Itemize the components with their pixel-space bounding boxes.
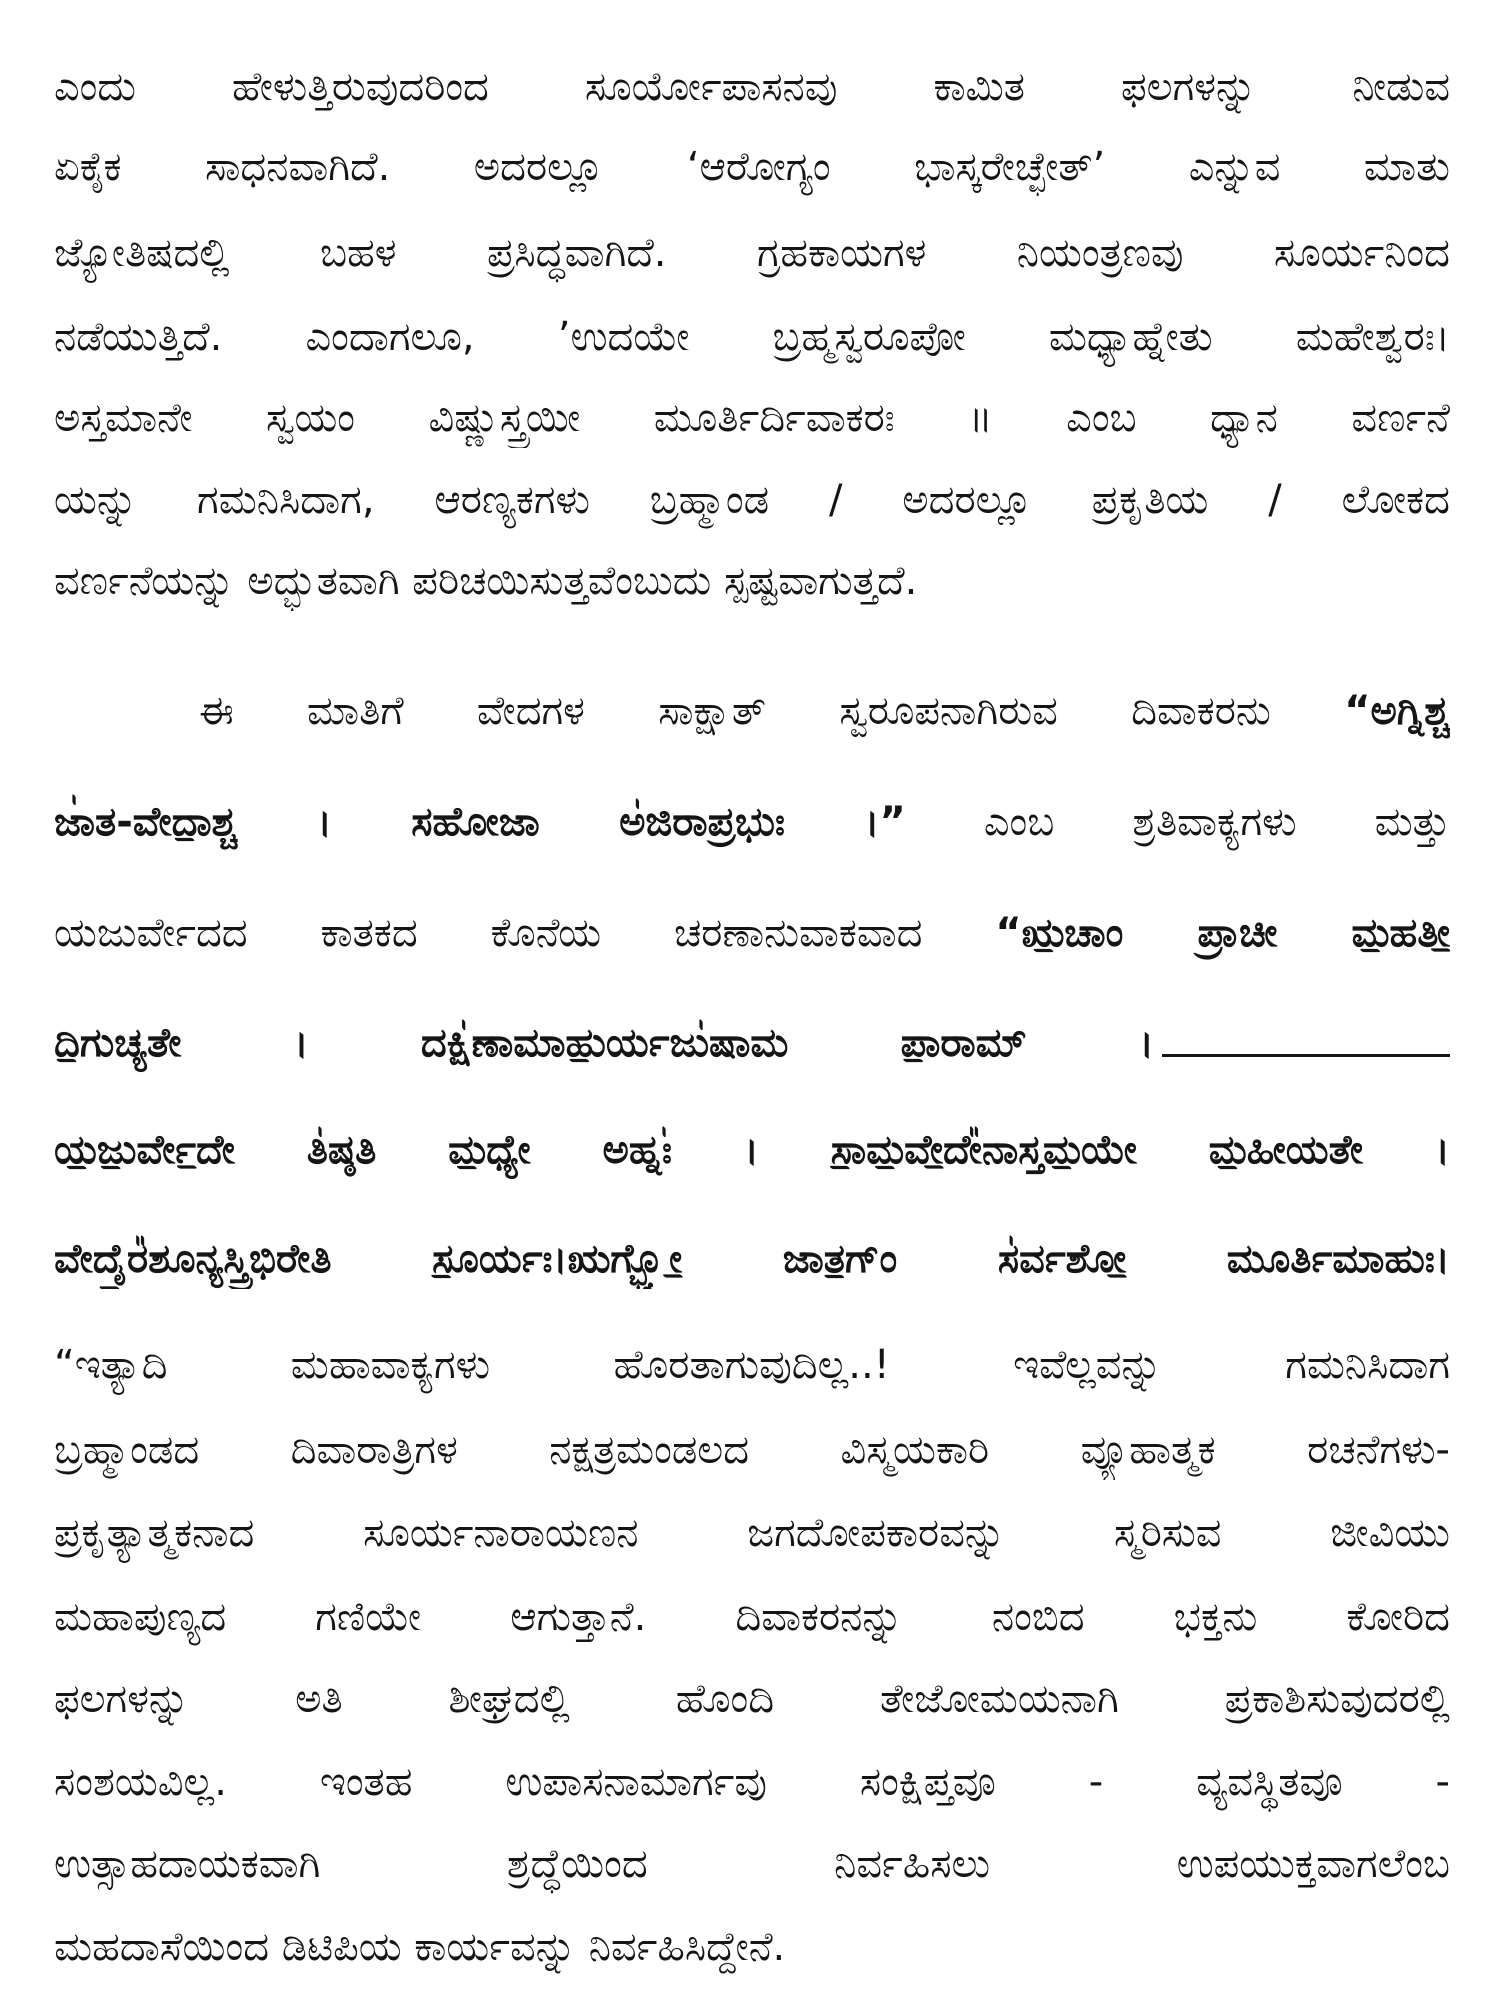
paragraph-1-line-3: ಜ್ಯೋತಿಷದಲ್ಲಿ ಬಹಳ ಪ್ರಸಿದ್ಧವಾಗಿದೆ. ಗ್ರಹಕಾಯಗಳ ನಿಯಂತ್ರಣವು ಸೂರ್ಯನಿಂದ: [54, 230, 1450, 276]
blank-fill-line: [1162, 1054, 1450, 1057]
paragraph-1-line-2: ಏಕೈಕ ಸಾಧನವಾಗಿದೆ. ಅದರಲ್ಲೂ ‘ಆರೋಗ್ಯಂ ಭಾಸ್ಕರೇಚ್ಛೇತ್’ ಎನ್ನುವ ಮಾತು: [54, 144, 1450, 190]
paragraph-1-line-5: ಅಸ್ತಮಾನೇ ಸ್ವಯಂ ವಿಷ್ಣುಸ್ತ್ರಯೀ ಮೂರ್ತಿರ್ದಿವಾಕರಃ ॥ ಎಂಬ ಧ್ಯಾನ ವರ್ಣನೆ: [54, 395, 1450, 441]
vedic-mantra-text: ವೇದೈ॒ರ᳚ಶೂನ್ಯಸ್ತ್ರಿಭಿರೇತಿ ಸೂ॒ರ್ಯಃ।ಋಗ್ಭ್ಯೋ॒ ಜಾತ॒ಗ್ಂ ಸ॑ರ್ವಶೋ॒ ಮೂರ್ತಿಮಾಹುಃ।: [54, 1236, 1450, 1282]
line-text: ಎಂಬ ಶ್ರತಿವಾಕ್ಯಗಳು ಮತ್ತು: [983, 799, 1450, 845]
line-text: ಈ ಮಾತಿಗೆ ವೇದಗಳ ಸಾಕ್ಷಾತ್ ಸ್ವರೂಪನಾಗಿರುವ ದಿವಾಕರನು: [199, 688, 1271, 734]
paragraph-1-line-4: ನಡೆಯುತ್ತಿದೆ. ಎಂದಾಗಲೂ, ’ಉದಯೇ ಬ್ರಹ್ಮಸ್ವರೂಪೋ ಮಧ್ಯಾಹ್ನೇತು ಮಹೇಶ್ವರಃ।: [54, 314, 1450, 360]
paragraph-3-line-8: ಮಹದಾಸೆಯಿಂದ ಡಿಟಿಪಿಯ ಕಾರ್ಯವನ್ನು ನಿರ್ವಹಿಸಿದ್ದೇನೆ.: [54, 1924, 786, 1970]
paragraph-2-line-3: [54, 903, 1450, 963]
paragraph-2-line-2: [54, 792, 1450, 852]
paragraph-1-line-7: ವರ್ಣನೆಯನ್ನು ಅದ್ಭುತವಾಗಿ ಪರಿಚಯಿಸುತ್ತವೆಂಬುದು ಸ್ಪಷ್ಟವಾಗುತ್ತದೆ.: [54, 558, 918, 604]
paragraph-1-line-6: ಯನ್ನು ಗಮನಿಸಿದಾಗ, ಆರಣ್ಯಕಗಳು ಬ್ರಹ್ಮಾಂಡ / ಅದರಲ್ಲೂ ಪ್ರಕೃತಿಯ / ಲೋಕದ: [54, 477, 1450, 523]
vedic-mantra-text: ಜಾ॑ತ-ವೇದಾ॒ಶ್ಚ । ಸಹೋಜಾ ಅ॑ಜಿರಾಪ್ರಭುಃ ।”: [54, 799, 906, 845]
line-text: ಯಜುರ್ವೇದದ ಕಾತಕದ ಕೊನೆಯ ಚರಣಾನುವಾಕವಾದ: [54, 910, 923, 956]
vedic-mantra-text: ದಿ॒ಗುಚ್ಯತೇ । ದಕ್ಷಿ॑ಣಾಮಾಹು॒ರ್ಯಜು॑ಷಾಮ ಪಾ॒ರಾಮ್ ।: [54, 1020, 1154, 1066]
paragraph-2-line-5: [54, 1120, 1450, 1180]
paragraph-3-line-4: ಮಹಾಪುಣ್ಯದ ಗಣಿಯೇ ಆಗುತ್ತಾನೆ. ದಿವಾಕರನನ್ನು ನಂಬಿದ ಭಕ್ತನು ಕೋರಿದ: [54, 1594, 1450, 1640]
paragraph-3-line-3: ಪ್ರಕೃತ್ಯಾತ್ಮಕನಾದ ಸೂರ್ಯನಾರಾಯಣನ ಜಗದೋಪಕಾರವನ್ನು ಸ್ಮರಿಸುವ ಜೀವಿಯು: [54, 1510, 1450, 1556]
paragraph-1-line-1: ಎಂದು ಹೇಳುತ್ತಿರುವುದರಿಂದ ಸೂರ್ಯೋಪಾಸನವು ಕಾಮಿತ ಫಲಗಳನ್ನು ನೀಡುವ: [54, 64, 1450, 110]
vedic-mantra-text: ಯ॒ಜು॒ರ್ವೇ॒ದೇ ತಿ॑ಷ್ಠತಿ ಮ॒ಧ್ಯೇ ಅಹ್ನಃ॑ । ಸಾ॒ಮ॒ವೇ॒ದೇ᳚ನಾಸ್ತಮ॒ಯೇ ಮ॒ಹೀಯತೇ ।: [54, 1127, 1450, 1173]
paragraph-2-line-6: [54, 1229, 1450, 1289]
paragraph-2-line-4: [54, 1013, 1154, 1073]
paragraph-2-line-1: [199, 681, 1450, 741]
paragraph-3-line-6: ಸಂಶಯವಿಲ್ಲ. ಇಂತಹ ಉಪಾಸನಾಮಾರ್ಗವು ಸಂಕ್ಷಿಪ್ತವೂ - ವ್ಯವಸ್ಥಿತವೂ -: [54, 1759, 1450, 1805]
paragraph-3-line-5: ಫಲಗಳನ್ನು ಅತಿ ಶೀಘ್ರದಲ್ಲಿ ಹೊಂದಿ ತೇಜೋಮಯನಾಗಿ ಪ್ರಕಾಶಿಸುವುದರಲ್ಲಿ: [54, 1676, 1450, 1722]
paragraph-3-line-7: ಉತ್ಸಾಹದಾಯಕವಾಗಿ ಶ್ರದ್ಧೆಯಿಂದ ನಿರ್ವಹಿಸಲು ಉಪಯುಕ್ತವಾಗಲೆಂಬ: [54, 1841, 1450, 1887]
vedic-mantra-text: “ಋ॒ಚಾಂ ಪ್ರಾಚೀ ಮ॒ಹತೀ॒: [995, 910, 1450, 956]
paragraph-3-line-1: “ಇತ್ಯಾದಿ ಮಹಾವಾಕ್ಯಗಳು ಹೊರತಾಗುವುದಿಲ್ಲ..! ಇವೆಲ್ಲವನ್ನು ಗಮನಿಸಿದಾಗ: [54, 1342, 1450, 1388]
vedic-mantra-text: “ಅಗ್ನಿಶ್ಚ: [1344, 688, 1450, 734]
paragraph-3-line-2: ಬ್ರಹ್ಮಾಂಡದ ದಿವಾರಾತ್ರಿಗಳ ನಕ್ಷತ್ರಮಂಡಲದ ವಿಸ್ಮಯಕಾರಿ ವ್ಯೂಹಾತ್ಮಕ ರಚನೆಗಳು-: [54, 1427, 1450, 1473]
